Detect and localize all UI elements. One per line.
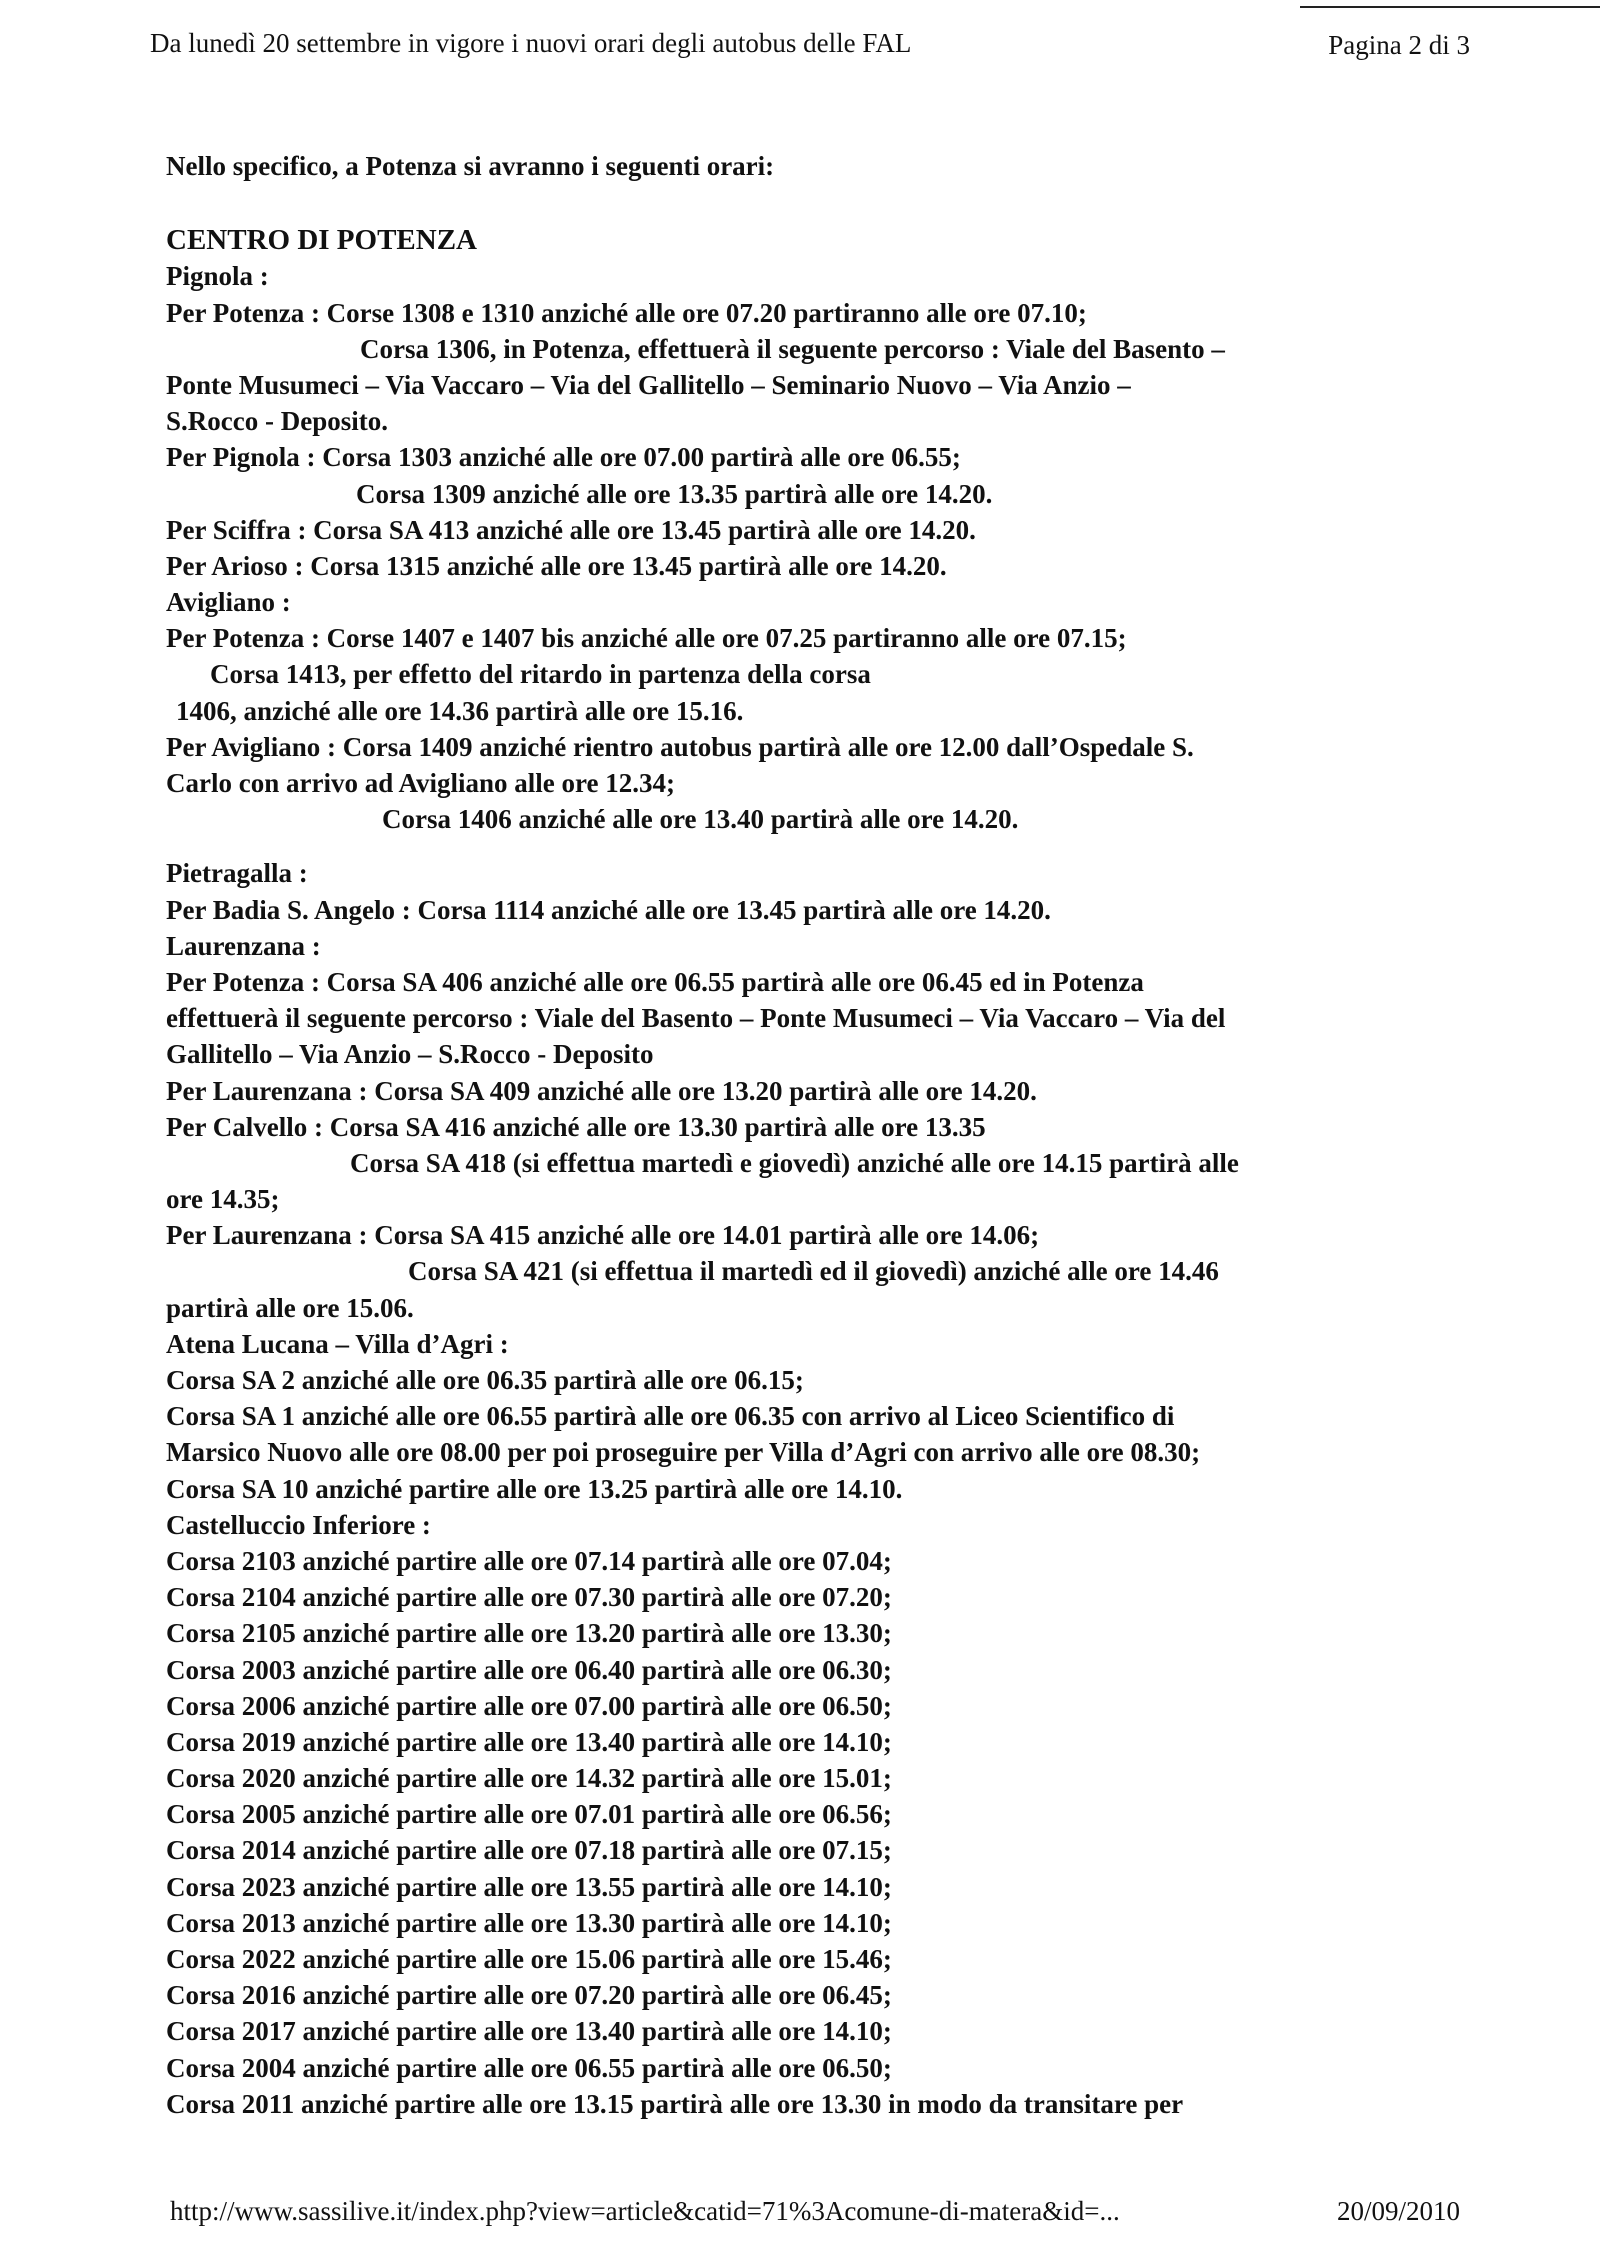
text-line: Per Potenza : Corsa SA 406 anziché alle ore 06.55 partirà alle ore 06.45 ed in Potenza — [166, 966, 1144, 997]
list-item: Corsa 2003 anziché partire alle ore 06.40 partirà alle ore 06.30; — [166, 1654, 892, 1685]
subheading-pietragalla: Pietragalla : — [166, 858, 308, 889]
subheading-avigliano: Avigliano : — [166, 587, 291, 618]
subheading-castelluccio: Castelluccio Inferiore : — [166, 1509, 431, 1540]
top-rule — [1300, 6, 1600, 8]
list-item: Corsa 2105 anziché partire alle ore 13.20 partirà alle ore 13.30; — [166, 1618, 892, 1649]
text-line: effettuerà il seguente percorso : Viale del Basento – Ponte Musumeci – Via Vaccaro – Via del — [166, 1003, 1226, 1034]
list-item: Corsa 2011 anziché partire alle ore 13.15 partirà alle ore 13.30 in modo da transitare per — [166, 2088, 1184, 2119]
text-line: partirà alle ore 15.06. — [166, 1292, 414, 1323]
text-line: 1406, anziché alle ore 14.36 partirà alle ore 15.16. — [176, 695, 744, 726]
text-line: ore 14.35; — [166, 1184, 280, 1215]
text-line: Corsa SA 2 anziché alle ore 06.35 partirà alle ore 06.15; — [166, 1365, 804, 1395]
text-line: Per Laurenzana : Corsa SA 415 anziché alle ore 14.01 partirà alle ore 14.06; — [166, 1220, 1040, 1251]
list-item: Corsa 2016 anziché partire alle ore 07.20 partirà alle ore 06.45; — [166, 1980, 892, 2011]
list-item: Corsa 2023 anziché partire alle ore 13.55 partirà alle ore 14.10; — [166, 1871, 892, 1902]
subheading-pignola: Pignola : — [166, 261, 269, 292]
list-item: Corsa 2014 anziché partire alle ore 07.18 partirà alle ore 07.15; — [166, 1835, 892, 1866]
text-line: Per Pignola : Corsa 1303 anziché alle ore 07.00 partirà alle ore 06.55; — [166, 442, 961, 473]
page-footer — [170, 2196, 1460, 2232]
text-line: Per Arioso : Corsa 1315 anziché alle ore 13.45 partirà alle ore 14.20. — [166, 550, 947, 581]
source-url: http://www.sassilive.it/index.php?view=article&catid=71%3Acomune-di-matera&id=... — [170, 2196, 1120, 2226]
list-item: Corsa 2020 anziché partire alle ore 14.32 partirà alle ore 15.01; — [166, 1763, 892, 1794]
text-line: Carlo con arrivo ad Avigliano alle ore 12.34; — [166, 768, 675, 798]
text-line: Per Calvello : Corsa SA 416 anziché alle ore 13.30 partirà alle ore 13.35 — [166, 1111, 986, 1142]
text-line: Corsa 1406 anziché alle ore 13.40 partirà alle ore 14.20. — [382, 804, 1019, 835]
text-line: S.Rocco - Deposito. — [166, 406, 388, 437]
list-item: Corsa 2019 anziché partire alle ore 13.40 partirà alle ore 14.10; — [166, 1726, 892, 1757]
subheading-laurenzana: Laurenzana : — [166, 930, 321, 961]
list-item: Corsa 2022 anziché partire alle ore 15.06 partirà alle ore 15.46; — [166, 1944, 892, 1974]
text-line: Per Sciffra : Corsa SA 413 anziché alle ore 13.45 partirà alle ore 14.20. — [166, 514, 976, 545]
text-line: Corsa SA 421 (si effettua il martedì ed il giovedì) anziché alle ore 14.46 — [408, 1256, 1219, 1287]
section-heading: CENTRO DI POTENZA — [166, 224, 477, 257]
list-item: Corsa 2104 anziché partire alle ore 07.30 partirà alle ore 07.20; — [166, 1582, 892, 1613]
header-title: Da lunedì 20 settembre in vigore i nuovi orari degli autobus delle FAL — [150, 28, 912, 58]
text-line: Gallitello – Via Anzio – S.Rocco - Deposito — [166, 1039, 654, 1070]
subheading-atena-lucana: Atena Lucana – Villa d’Agri : — [166, 1328, 509, 1359]
text-line: Marsico Nuovo alle ore 08.00 per poi proseguire per Villa d’Agri con arrivo alle ore 08.30; — [166, 1437, 1201, 1468]
spacer — [166, 837, 1466, 855]
print-date: 20/09/2010 — [1336, 2196, 1460, 2226]
text-line: Per Laurenzana : Corsa SA 409 anziché alle ore 13.20 partirà alle ore 14.20. — [166, 1075, 1037, 1106]
text-line: Ponte Musumeci – Via Vaccaro – Via del Gallitello – Seminario Nuovo – Via Anzio – — [166, 369, 1131, 400]
text-line: Per Badia S. Angelo : Corsa 1114 anziché alle ore 13.45 partirà alle ore 14.20. — [166, 894, 1051, 925]
list-item: Corsa 2005 anziché partire alle ore 07.01 partirà alle ore 06.56; — [166, 1799, 892, 1830]
list-item: Corsa 2013 anziché partire alle ore 13.30 partirà alle ore 14.10; — [166, 1907, 892, 1938]
text-line: Per Potenza : Corse 1308 e 1310 anziché alle ore 07.20 partiranno alle ore 07.10; — [166, 297, 1087, 328]
list-item: Corsa 2103 anziché partire alle ore 07.14 partirà alle ore 07.04; — [166, 1545, 892, 1576]
text-line: Corsa 1413, per effetto del ritardo in partenza della corsa — [210, 659, 871, 690]
text-line: Corsa SA 10 anziché partire alle ore 13.25 partirà alle ore 14.10. — [166, 1473, 903, 1504]
text-line: Corsa SA 1 anziché alle ore 06.55 partirà alle ore 06.35 con arrivo al Liceo Scientifico di — [166, 1401, 1175, 1432]
intro-line: Nello specifico, a Potenza si avranno i seguenti orari: — [166, 151, 775, 181]
text-line: Corsa 1306, in Potenza, effettuerà il seguente percorso : Viale del Basento – — [360, 333, 1225, 364]
text-line: Per Potenza : Corse 1407 e 1407 bis anziché alle ore 07.25 partiranno alle ore 07.15; — [166, 623, 1127, 654]
page-header — [150, 28, 1470, 68]
text-line: Corsa 1309 anziché alle ore 13.35 partirà alle ore 14.20. — [356, 478, 993, 509]
document-body — [166, 148, 1466, 2122]
page-number: Pagina 2 di 3 — [1328, 30, 1470, 60]
text-line: Corsa SA 418 (si effettua martedì e giovedì) anziché alle ore 14.15 partirà alle — [350, 1147, 1239, 1178]
text-line: Per Avigliano : Corsa 1409 anziché rientro autobus partirà alle ore 12.00 dall’Ospedale S. — [166, 731, 1194, 762]
list-item: Corsa 2004 anziché partire alle ore 06.55 partirà alle ore 06.50; — [166, 2052, 892, 2083]
list-item: Corsa 2006 anziché partire alle ore 07.00 partirà alle ore 06.50; — [166, 1690, 892, 1721]
list-item: Corsa 2017 anziché partire alle ore 13.40 partirà alle ore 14.10; — [166, 2016, 892, 2047]
spacer — [166, 184, 1466, 222]
